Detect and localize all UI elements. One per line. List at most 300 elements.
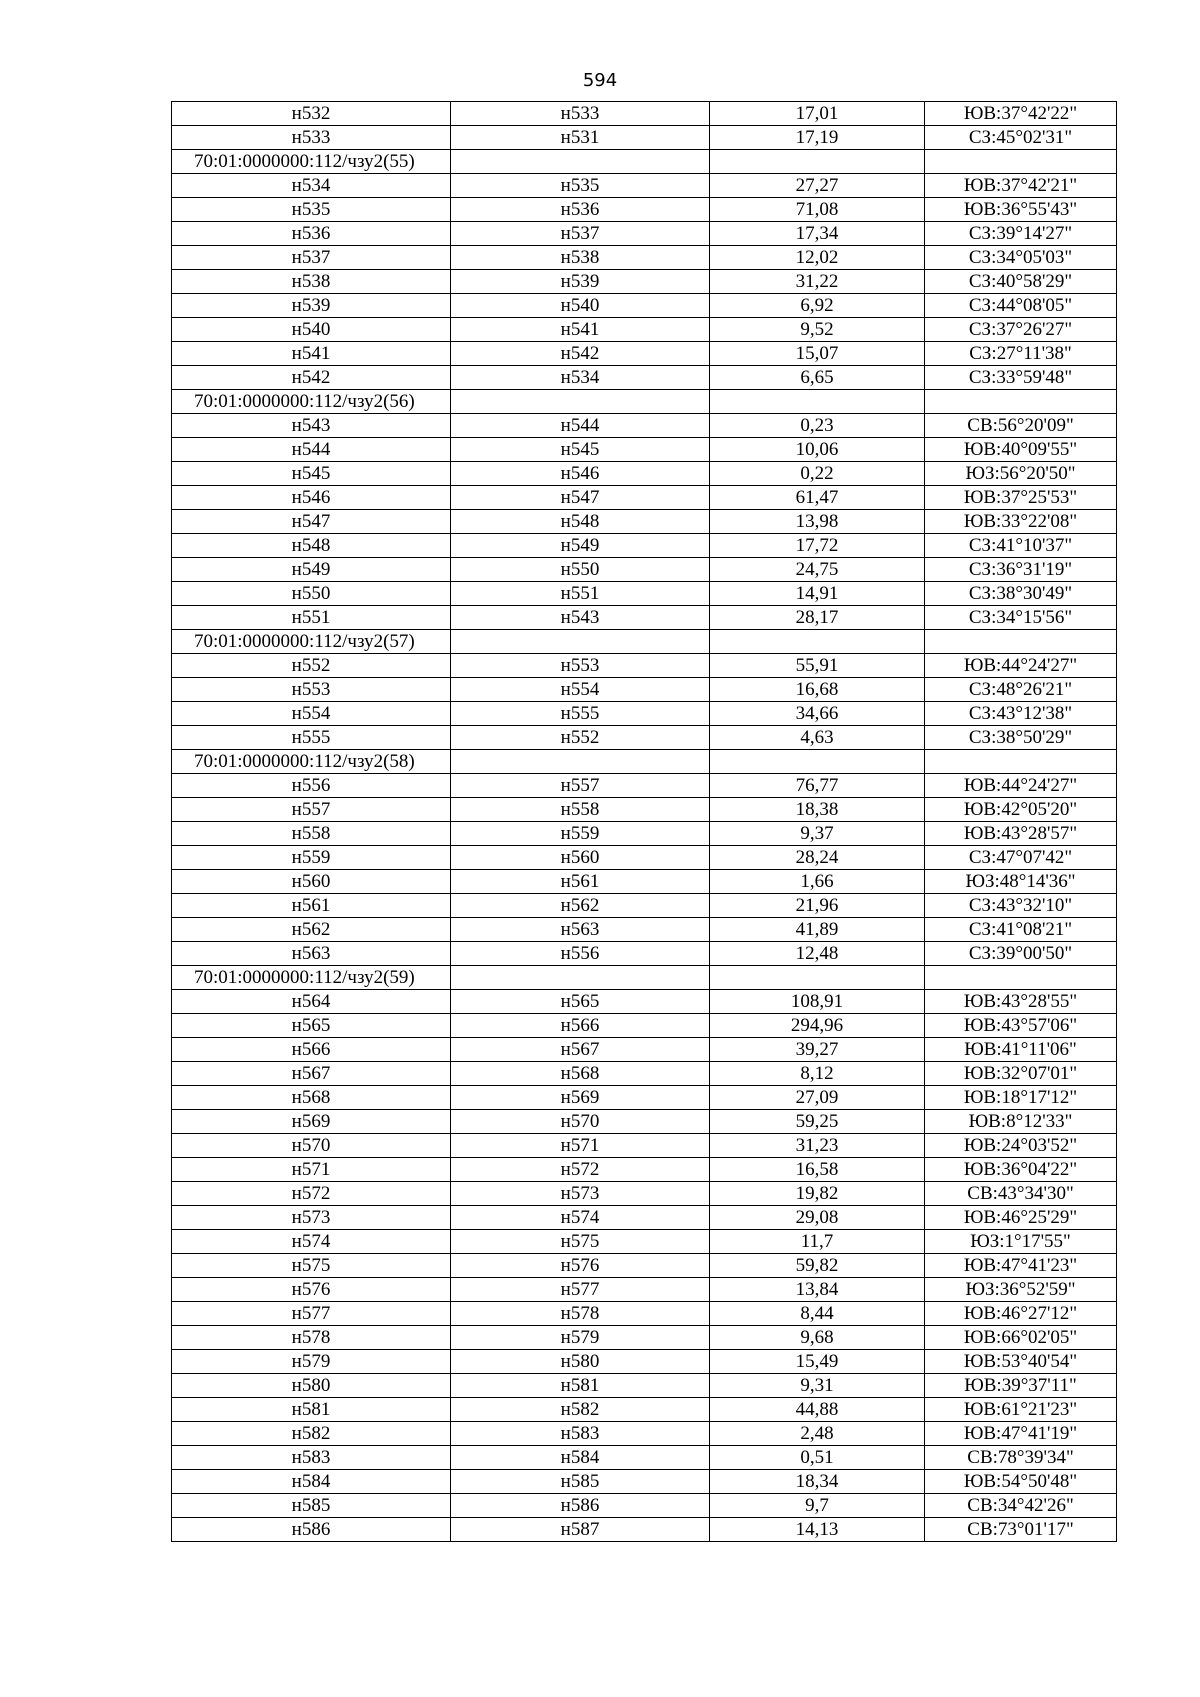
table-row [172, 366, 1117, 390]
point-from-cell: н573 [172, 1206, 451, 1230]
bearing-cell: ЮЗ:36°52'59" [925, 1278, 1117, 1302]
table-row [172, 582, 1117, 606]
table-row [172, 1230, 1117, 1254]
bearing-cell: СЗ:47°07'42" [925, 846, 1117, 870]
bearing-cell: ЮВ:44°24'27" [925, 774, 1117, 798]
point-from-cell: н547 [172, 510, 451, 534]
point-to-cell: н586 [451, 1494, 710, 1518]
point-from-cell: н533 [172, 126, 451, 150]
point-from-cell: н546 [172, 486, 451, 510]
table-row [172, 486, 1117, 510]
point-from-cell: н577 [172, 1302, 451, 1326]
table-row [172, 174, 1117, 198]
point-to-cell: н538 [451, 246, 710, 270]
point-to-cell: н533 [451, 102, 710, 126]
bearing-cell: ЮВ:46°27'12" [925, 1302, 1117, 1326]
table-row [172, 1182, 1117, 1206]
point-from-cell: н541 [172, 342, 451, 366]
point-from-cell: н562 [172, 918, 451, 942]
table-row [172, 246, 1117, 270]
point-to-cell: н571 [451, 1134, 710, 1158]
point-to-cell: н554 [451, 678, 710, 702]
length-cell: 12,02 [710, 246, 925, 270]
point-to-cell: н556 [451, 942, 710, 966]
length-cell: 0,23 [710, 414, 925, 438]
table-row [172, 1350, 1117, 1374]
empty-cell [925, 390, 1117, 414]
length-cell: 13,98 [710, 510, 925, 534]
bearing-cell: СЗ:33°59'48" [925, 366, 1117, 390]
table-row [172, 1518, 1117, 1542]
point-to-cell: н573 [451, 1182, 710, 1206]
point-to-cell: н563 [451, 918, 710, 942]
point-to-cell: н558 [451, 798, 710, 822]
bearing-cell: СЗ:43°32'10" [925, 894, 1117, 918]
bearing-cell: ЮВ:41°11'06" [925, 1038, 1117, 1062]
point-from-cell: н565 [172, 1014, 451, 1038]
point-from-cell: н571 [172, 1158, 451, 1182]
length-cell: 28,17 [710, 606, 925, 630]
bearing-cell: ЮВ:36°04'22" [925, 1158, 1117, 1182]
point-to-cell: н536 [451, 198, 710, 222]
length-cell: 17,34 [710, 222, 925, 246]
point-to-cell: н541 [451, 318, 710, 342]
point-from-cell: н563 [172, 942, 451, 966]
point-from-cell: н535 [172, 198, 451, 222]
table-row [172, 774, 1117, 798]
table-row [172, 870, 1117, 894]
page-number: 594 [582, 70, 618, 91]
table-row [172, 1398, 1117, 1422]
bearing-cell: ЮВ:44°24'27" [925, 654, 1117, 678]
point-to-cell: н567 [451, 1038, 710, 1062]
length-cell: 71,08 [710, 198, 925, 222]
bearing-cell: ЮВ:46°25'29" [925, 1206, 1117, 1230]
length-cell: 17,01 [710, 102, 925, 126]
table-row [172, 126, 1117, 150]
table-row [172, 606, 1117, 630]
length-cell: 41,89 [710, 918, 925, 942]
bearing-cell: ЮВ:42°05'20" [925, 798, 1117, 822]
point-from-cell: н584 [172, 1470, 451, 1494]
point-from-cell: н544 [172, 438, 451, 462]
table-row [172, 702, 1117, 726]
point-from-cell: н569 [172, 1110, 451, 1134]
point-from-cell: н534 [172, 174, 451, 198]
table-row [172, 1206, 1117, 1230]
point-from-cell: н553 [172, 678, 451, 702]
bearing-cell: ЮВ:32°07'01" [925, 1062, 1117, 1086]
table-row [172, 1062, 1117, 1086]
point-to-cell: н562 [451, 894, 710, 918]
point-to-cell: н553 [451, 654, 710, 678]
point-to-cell: н581 [451, 1374, 710, 1398]
table-row [172, 198, 1117, 222]
length-cell: 9,31 [710, 1374, 925, 1398]
bearing-cell: СЗ:39°14'27" [925, 222, 1117, 246]
point-to-cell: н539 [451, 270, 710, 294]
length-cell: 24,75 [710, 558, 925, 582]
empty-cell [925, 150, 1117, 174]
length-cell: 18,38 [710, 798, 925, 822]
point-from-cell: н568 [172, 1086, 451, 1110]
length-cell: 10,06 [710, 438, 925, 462]
bearing-cell: СЗ:34°05'03" [925, 246, 1117, 270]
point-from-cell: н543 [172, 414, 451, 438]
point-to-cell: н584 [451, 1446, 710, 1470]
table-row [172, 1374, 1117, 1398]
point-from-cell: н539 [172, 294, 451, 318]
table-row [172, 318, 1117, 342]
point-to-cell: н545 [451, 438, 710, 462]
bearing-cell: СЗ:45°02'31" [925, 126, 1117, 150]
point-to-cell: н568 [451, 1062, 710, 1086]
length-cell: 9,37 [710, 822, 925, 846]
length-cell: 61,47 [710, 486, 925, 510]
section-cadastral-number: 70:01:0000000:112/чзу2(59) [172, 966, 451, 990]
point-to-cell: н540 [451, 294, 710, 318]
bearing-cell: СЗ:41°10'37" [925, 534, 1117, 558]
point-from-cell: н542 [172, 366, 451, 390]
bearing-cell: СЗ:41°08'21" [925, 918, 1117, 942]
table-row [172, 1446, 1117, 1470]
point-to-cell: н575 [451, 1230, 710, 1254]
point-to-cell: н583 [451, 1422, 710, 1446]
point-to-cell: н551 [451, 582, 710, 606]
length-cell: 21,96 [710, 894, 925, 918]
bearing-cell: ЮВ:47°41'19" [925, 1422, 1117, 1446]
point-to-cell: н542 [451, 342, 710, 366]
section-cadastral-number: 70:01:0000000:112/чзу2(56) [172, 390, 451, 414]
bearing-cell: ЮЗ:56°20'50" [925, 462, 1117, 486]
table-row [172, 918, 1117, 942]
point-from-cell: н566 [172, 1038, 451, 1062]
point-to-cell: н580 [451, 1350, 710, 1374]
point-to-cell: н547 [451, 486, 710, 510]
bearing-cell: СВ:78°39'34" [925, 1446, 1117, 1470]
table-row [172, 270, 1117, 294]
bearing-cell: СЗ:48°26'21" [925, 678, 1117, 702]
length-cell: 8,12 [710, 1062, 925, 1086]
point-from-cell: н572 [172, 1182, 451, 1206]
bearing-cell: СЗ:44°08'05" [925, 294, 1117, 318]
empty-cell [710, 390, 925, 414]
empty-cell [451, 150, 710, 174]
point-from-cell: н580 [172, 1374, 451, 1398]
point-from-cell: н575 [172, 1254, 451, 1278]
length-cell: 39,27 [710, 1038, 925, 1062]
point-to-cell: н587 [451, 1518, 710, 1542]
bearing-cell: СЗ:36°31'19" [925, 558, 1117, 582]
point-to-cell: н560 [451, 846, 710, 870]
bearing-cell: ЮВ:43°28'57" [925, 822, 1117, 846]
bearing-cell: СЗ:34°15'56" [925, 606, 1117, 630]
length-cell: 15,07 [710, 342, 925, 366]
point-to-cell: н546 [451, 462, 710, 486]
point-to-cell: н531 [451, 126, 710, 150]
table-row [172, 1038, 1117, 1062]
length-cell: 27,09 [710, 1086, 925, 1110]
point-from-cell: н550 [172, 582, 451, 606]
table-row [172, 534, 1117, 558]
bearing-cell: ЮВ:43°57'06" [925, 1014, 1117, 1038]
table-row [172, 438, 1117, 462]
table-row [172, 342, 1117, 366]
point-from-cell: н538 [172, 270, 451, 294]
point-to-cell: н557 [451, 774, 710, 798]
empty-cell [451, 750, 710, 774]
bearing-cell: ЮВ:54°50'48" [925, 1470, 1117, 1494]
section-cadastral-number: 70:01:0000000:112/чзу2(58) [172, 750, 451, 774]
empty-cell [451, 630, 710, 654]
table-row [172, 462, 1117, 486]
bearing-cell: ЮВ:37°25'53" [925, 486, 1117, 510]
point-to-cell: н549 [451, 534, 710, 558]
length-cell: 34,66 [710, 702, 925, 726]
bearing-cell: ЮВ:40°09'55" [925, 438, 1117, 462]
bearing-cell: ЮВ:47°41'23" [925, 1254, 1117, 1278]
table-row [172, 1326, 1117, 1350]
length-cell: 44,88 [710, 1398, 925, 1422]
length-cell: 6,65 [710, 366, 925, 390]
length-cell: 17,72 [710, 534, 925, 558]
table-row [172, 102, 1117, 126]
empty-cell [925, 750, 1117, 774]
section-header-row [172, 150, 1117, 174]
point-from-cell: н581 [172, 1398, 451, 1422]
point-to-cell: н577 [451, 1278, 710, 1302]
point-from-cell: н548 [172, 534, 451, 558]
length-cell: 9,52 [710, 318, 925, 342]
table-row [172, 822, 1117, 846]
section-header-row [172, 390, 1117, 414]
point-from-cell: н576 [172, 1278, 451, 1302]
length-cell: 11,7 [710, 1230, 925, 1254]
point-from-cell: н545 [172, 462, 451, 486]
length-cell: 14,13 [710, 1518, 925, 1542]
length-cell: 19,82 [710, 1182, 925, 1206]
bearing-cell: ЮЗ:48°14'36" [925, 870, 1117, 894]
point-from-cell: н585 [172, 1494, 451, 1518]
point-from-cell: н564 [172, 990, 451, 1014]
table-row [172, 846, 1117, 870]
empty-cell [451, 966, 710, 990]
table-row [172, 798, 1117, 822]
length-cell: 55,91 [710, 654, 925, 678]
bearing-cell: ЮВ:24°03'52" [925, 1134, 1117, 1158]
point-to-cell: н548 [451, 510, 710, 534]
length-cell: 14,91 [710, 582, 925, 606]
point-to-cell: н569 [451, 1086, 710, 1110]
table-row [172, 678, 1117, 702]
point-from-cell: н537 [172, 246, 451, 270]
bearing-cell: ЮВ:18°17'12" [925, 1086, 1117, 1110]
point-to-cell: н544 [451, 414, 710, 438]
point-from-cell: н582 [172, 1422, 451, 1446]
length-cell: 9,7 [710, 1494, 925, 1518]
point-from-cell: н549 [172, 558, 451, 582]
point-to-cell: н555 [451, 702, 710, 726]
length-cell: 108,91 [710, 990, 925, 1014]
empty-cell [710, 150, 925, 174]
table-row [172, 894, 1117, 918]
point-to-cell: н534 [451, 366, 710, 390]
table-row [172, 1278, 1117, 1302]
point-from-cell: н578 [172, 1326, 451, 1350]
point-to-cell: н579 [451, 1326, 710, 1350]
section-header-row [172, 750, 1117, 774]
bearing-cell: ЮВ:33°22'08" [925, 510, 1117, 534]
empty-cell [710, 750, 925, 774]
bearing-cell: ЮВ:61°21'23" [925, 1398, 1117, 1422]
length-cell: 15,49 [710, 1350, 925, 1374]
table-row [172, 1086, 1117, 1110]
point-to-cell: н578 [451, 1302, 710, 1326]
point-from-cell: н560 [172, 870, 451, 894]
table-row [172, 1158, 1117, 1182]
bearing-cell: СЗ:37°26'27" [925, 318, 1117, 342]
point-to-cell: н550 [451, 558, 710, 582]
table-row [172, 558, 1117, 582]
table-row [172, 942, 1117, 966]
section-header-row [172, 630, 1117, 654]
length-cell: 18,34 [710, 1470, 925, 1494]
table-row [172, 294, 1117, 318]
point-from-cell: н552 [172, 654, 451, 678]
bearing-cell: ЮВ:66°02'05" [925, 1326, 1117, 1350]
point-to-cell: н576 [451, 1254, 710, 1278]
point-to-cell: н570 [451, 1110, 710, 1134]
point-from-cell: н536 [172, 222, 451, 246]
bearing-cell: СЗ:40°58'29" [925, 270, 1117, 294]
point-to-cell: н537 [451, 222, 710, 246]
bearing-cell: ЮВ:53°40'54" [925, 1350, 1117, 1374]
length-cell: 16,58 [710, 1158, 925, 1182]
table-row [172, 1254, 1117, 1278]
table-row [172, 654, 1117, 678]
point-from-cell: н561 [172, 894, 451, 918]
point-to-cell: н582 [451, 1398, 710, 1422]
length-cell: 17,19 [710, 126, 925, 150]
point-from-cell: н557 [172, 798, 451, 822]
section-cadastral-number: 70:01:0000000:112/чзу2(57) [172, 630, 451, 654]
length-cell: 294,96 [710, 1014, 925, 1038]
bearing-cell: ЮВ:37°42'21" [925, 174, 1117, 198]
bearing-cell: ЮВ:39°37'11" [925, 1374, 1117, 1398]
table-row [172, 1422, 1117, 1446]
point-from-cell: н555 [172, 726, 451, 750]
length-cell: 29,08 [710, 1206, 925, 1230]
bearing-cell: СЗ:43°12'38" [925, 702, 1117, 726]
length-cell: 8,44 [710, 1302, 925, 1326]
bearing-cell: СВ:34°42'26" [925, 1494, 1117, 1518]
section-cadastral-number: 70:01:0000000:112/чзу2(55) [172, 150, 451, 174]
point-from-cell: н583 [172, 1446, 451, 1470]
bearing-cell: ЮЗ:1°17'55" [925, 1230, 1117, 1254]
table-row [172, 1110, 1117, 1134]
empty-cell [925, 966, 1117, 990]
empty-cell [925, 630, 1117, 654]
point-from-cell: н567 [172, 1062, 451, 1086]
bearing-cell: СВ:43°34'30" [925, 1182, 1117, 1206]
point-to-cell: н566 [451, 1014, 710, 1038]
point-to-cell: н585 [451, 1470, 710, 1494]
point-from-cell: н559 [172, 846, 451, 870]
bearing-cell: СВ:56°20'09" [925, 414, 1117, 438]
point-from-cell: н554 [172, 702, 451, 726]
length-cell: 13,84 [710, 1278, 925, 1302]
point-to-cell: н572 [451, 1158, 710, 1182]
empty-cell [451, 390, 710, 414]
bearing-cell: ЮВ:36°55'43" [925, 198, 1117, 222]
point-from-cell: н556 [172, 774, 451, 798]
point-to-cell: н535 [451, 174, 710, 198]
table-row [172, 1470, 1117, 1494]
length-cell: 76,77 [710, 774, 925, 798]
table-row [172, 222, 1117, 246]
point-from-cell: н586 [172, 1518, 451, 1542]
length-cell: 4,63 [710, 726, 925, 750]
length-cell: 12,48 [710, 942, 925, 966]
table-row [172, 510, 1117, 534]
point-from-cell: н574 [172, 1230, 451, 1254]
point-from-cell: н540 [172, 318, 451, 342]
table-row [172, 1134, 1117, 1158]
table-row [172, 1014, 1117, 1038]
length-cell: 0,22 [710, 462, 925, 486]
length-cell: 0,51 [710, 1446, 925, 1470]
length-cell: 31,23 [710, 1134, 925, 1158]
table-row [172, 990, 1117, 1014]
length-cell: 27,27 [710, 174, 925, 198]
point-to-cell: н574 [451, 1206, 710, 1230]
length-cell: 2,48 [710, 1422, 925, 1446]
table-row [172, 726, 1117, 750]
length-cell: 1,66 [710, 870, 925, 894]
empty-cell [710, 630, 925, 654]
point-from-cell: н558 [172, 822, 451, 846]
empty-cell [710, 966, 925, 990]
length-cell: 59,82 [710, 1254, 925, 1278]
length-cell: 59,25 [710, 1110, 925, 1134]
point-from-cell: н570 [172, 1134, 451, 1158]
point-to-cell: н565 [451, 990, 710, 1014]
point-to-cell: н543 [451, 606, 710, 630]
bearing-cell: СЗ:38°30'49" [925, 582, 1117, 606]
bearing-cell: СЗ:38°50'29" [925, 726, 1117, 750]
point-to-cell: н559 [451, 822, 710, 846]
table-row [172, 1494, 1117, 1518]
point-to-cell: н552 [451, 726, 710, 750]
boundary-segments-table [171, 101, 1117, 1542]
point-from-cell: н532 [172, 102, 451, 126]
length-cell: 6,92 [710, 294, 925, 318]
bearing-cell: ЮВ:8°12'33" [925, 1110, 1117, 1134]
bearing-cell: ЮВ:37°42'22" [925, 102, 1117, 126]
table-row [172, 414, 1117, 438]
table-body [172, 102, 1117, 1542]
length-cell: 16,68 [710, 678, 925, 702]
point-from-cell: н579 [172, 1350, 451, 1374]
bearing-cell: ЮВ:43°28'55" [925, 990, 1117, 1014]
section-header-row [172, 966, 1117, 990]
point-from-cell: н551 [172, 606, 451, 630]
length-cell: 31,22 [710, 270, 925, 294]
point-to-cell: н561 [451, 870, 710, 894]
length-cell: 28,24 [710, 846, 925, 870]
length-cell: 9,68 [710, 1326, 925, 1350]
bearing-cell: СЗ:39°00'50" [925, 942, 1117, 966]
